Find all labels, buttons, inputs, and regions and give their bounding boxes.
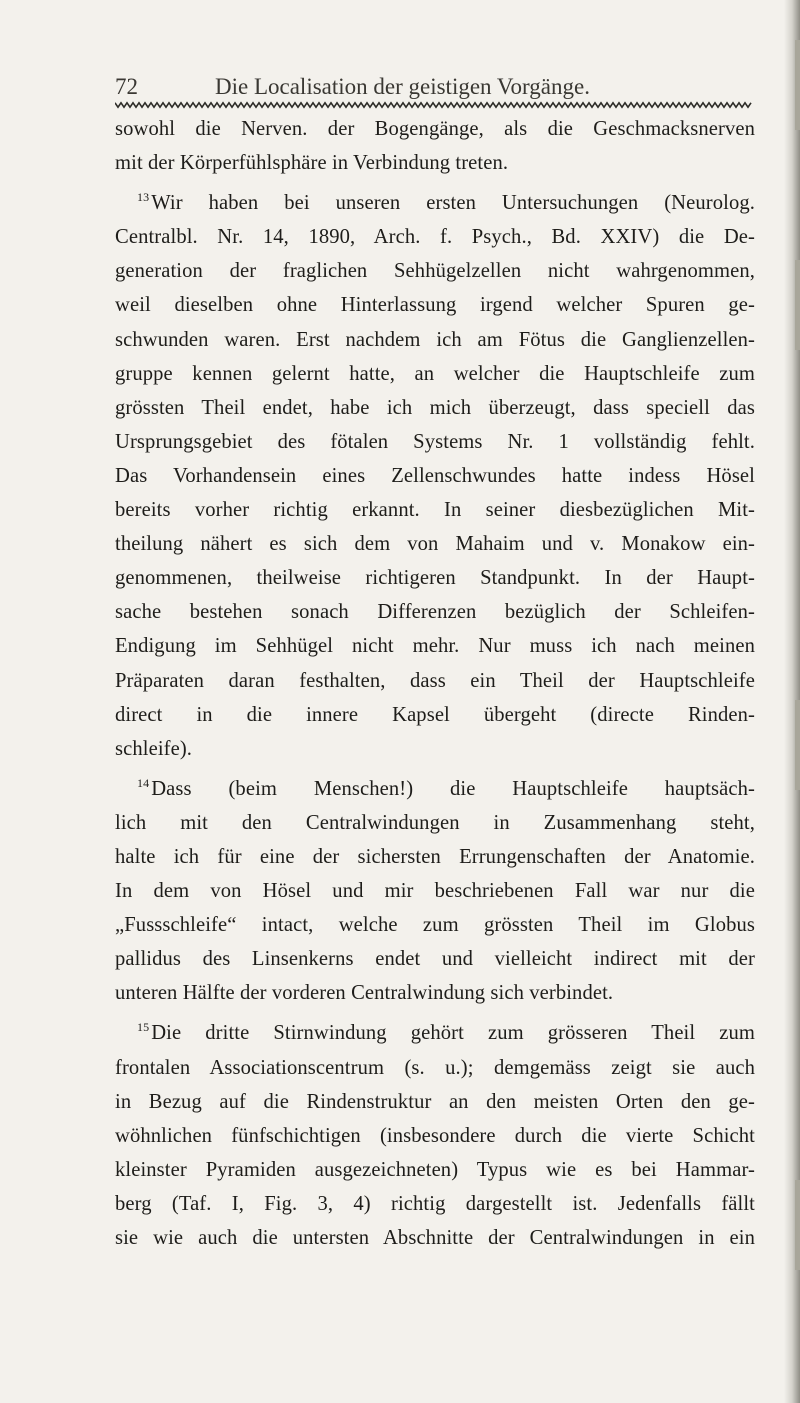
line-text: direct in die innere Kapsel übergeht (directe Rinden- bbox=[115, 703, 755, 726]
text-line bbox=[115, 561, 755, 595]
text-line bbox=[115, 180, 755, 220]
line-text: bereits vorher richtig erkannt. In seiner diesbezüglichen Mit- bbox=[115, 499, 755, 522]
text-line bbox=[115, 908, 755, 942]
text-line bbox=[115, 1187, 755, 1221]
footnote-text bbox=[115, 112, 755, 1255]
line-text: lich mit den Centralwindungen in Zusammenhang steht, bbox=[115, 811, 755, 834]
line-text: pallidus des Linsenkerns endet und vielleicht indirect mit der bbox=[115, 948, 755, 971]
text-line bbox=[115, 732, 755, 766]
line-text: mit der Körperfühlsphäre in Verbindung treten. bbox=[115, 152, 509, 175]
line-text: schwunden waren. Erst nachdem ich am Fötus die Ganglienzellen- bbox=[115, 328, 755, 351]
footnote-number: 15 bbox=[137, 1020, 150, 1035]
text-line bbox=[115, 1119, 755, 1153]
line-text: genommenen, theilweise richtigeren Standpunkt. In der Haupt- bbox=[115, 567, 755, 590]
text-line bbox=[115, 425, 755, 459]
text-line bbox=[115, 146, 755, 180]
text-line bbox=[115, 323, 755, 357]
text-line bbox=[115, 357, 755, 391]
line-text: Die dritte Stirnwindung gehört zum grösseren Theil zum bbox=[151, 1022, 755, 1045]
line-text: Präparaten daran festhalten, dass ein Theil der Hauptschleife bbox=[115, 669, 755, 692]
line-text: halte ich für eine der sichersten Errungenschaften der Anatomie. bbox=[115, 845, 755, 868]
text-line bbox=[115, 698, 755, 732]
text-line bbox=[115, 1221, 755, 1255]
line-text: Centralbl. Nr. 14, 1890, Arch. f. Psych., Bd. XXIV) die De- bbox=[115, 226, 755, 249]
page-edge-shadow bbox=[784, 0, 800, 1403]
line-text: In dem von Hösel und mir beschriebenen Fall war nur die bbox=[115, 880, 755, 903]
line-text: theilung nähert es sich dem von Mahaim und v. Monakow ein- bbox=[115, 533, 755, 556]
text-line bbox=[115, 112, 755, 146]
line-text: schleife). bbox=[115, 737, 193, 760]
text-line bbox=[115, 1085, 755, 1119]
text-line bbox=[115, 664, 755, 698]
line-text: wöhnlichen fünfschichtigen (insbesondere durch die vierte Schicht bbox=[115, 1124, 755, 1147]
text-line bbox=[115, 459, 755, 493]
line-text: grössten Theil endet, habe ich mich überzeugt, dass speciell das bbox=[115, 396, 755, 419]
text-line bbox=[115, 595, 755, 629]
text-line bbox=[115, 288, 755, 322]
text-line bbox=[115, 766, 755, 806]
line-text: gruppe kennen gelernt hatte, an welcher die Hauptschleife zum bbox=[115, 362, 755, 385]
line-text: sowohl die Nerven. der Bogengänge, als die Geschmacksnerven bbox=[115, 118, 755, 140]
line-text: sie wie auch die untersten Abschnitte der Centralwindungen in ein bbox=[115, 1227, 755, 1249]
text-line bbox=[115, 629, 755, 663]
text-line bbox=[115, 840, 755, 874]
line-text: sache bestehen sonach Differenzen bezüglich der Schleifen- bbox=[115, 601, 755, 624]
running-title: Die Localisation der geistigen Vorgänge. bbox=[215, 74, 590, 99]
ornamental-rule bbox=[115, 101, 753, 109]
text-line bbox=[115, 976, 755, 1010]
footnote-number: 13 bbox=[137, 190, 150, 205]
footnote-number: 14 bbox=[137, 775, 150, 790]
text-line bbox=[115, 220, 755, 254]
text-line bbox=[115, 493, 755, 527]
page-number: 72 bbox=[115, 74, 138, 99]
running-head bbox=[115, 74, 755, 100]
text-line bbox=[115, 874, 755, 908]
text-line bbox=[115, 391, 755, 425]
text-line bbox=[115, 254, 755, 288]
text-line bbox=[115, 1051, 755, 1085]
line-text: in Bezug auf die Rindenstruktur an den meisten Orten den ge- bbox=[115, 1090, 755, 1113]
line-text: Endigung im Sehhügel nicht mehr. Nur muss ich nach meinen bbox=[115, 635, 755, 658]
line-text: kleinster Pyramiden ausgezeichneten) Typus wie es bei Hammar- bbox=[115, 1158, 755, 1181]
text-line bbox=[115, 527, 755, 561]
line-text: Das Vorhandensein eines Zellenschwundes hatte indess Hösel bbox=[115, 464, 755, 487]
line-text: Ursprungsgebiet des fötalen Systems Nr. 1 vollständig fehlt. bbox=[115, 430, 755, 453]
line-text: Wir haben bei unseren ersten Untersuchungen (Neurolog. bbox=[151, 192, 755, 215]
line-text: generation der fraglichen Sehhügelzellen nicht wahrgenommen, bbox=[115, 260, 755, 283]
line-text: Dass (beim Menschen!) die Hauptschleife hauptsäch- bbox=[151, 777, 755, 800]
line-text: berg (Taf. I, Fig. 3, 4) richtig dargestellt ist. Jedenfalls fällt bbox=[115, 1192, 755, 1215]
line-text: weil dieselben ohne Hinterlassung irgend welcher Spuren ge- bbox=[115, 294, 755, 317]
text-line bbox=[115, 942, 755, 976]
text-line bbox=[115, 1010, 755, 1050]
line-text: frontalen Associationscentrum (s. u.); demgemäss zeigt sie auch bbox=[115, 1056, 755, 1079]
text-line bbox=[115, 806, 755, 840]
text-line bbox=[115, 1153, 755, 1187]
line-text: unteren Hälfte der vorderen Centralwindung sich verbindet. bbox=[115, 982, 614, 1005]
line-text: „Fussschleife“ intact, welche zum grössten Theil im Globus bbox=[115, 914, 755, 937]
